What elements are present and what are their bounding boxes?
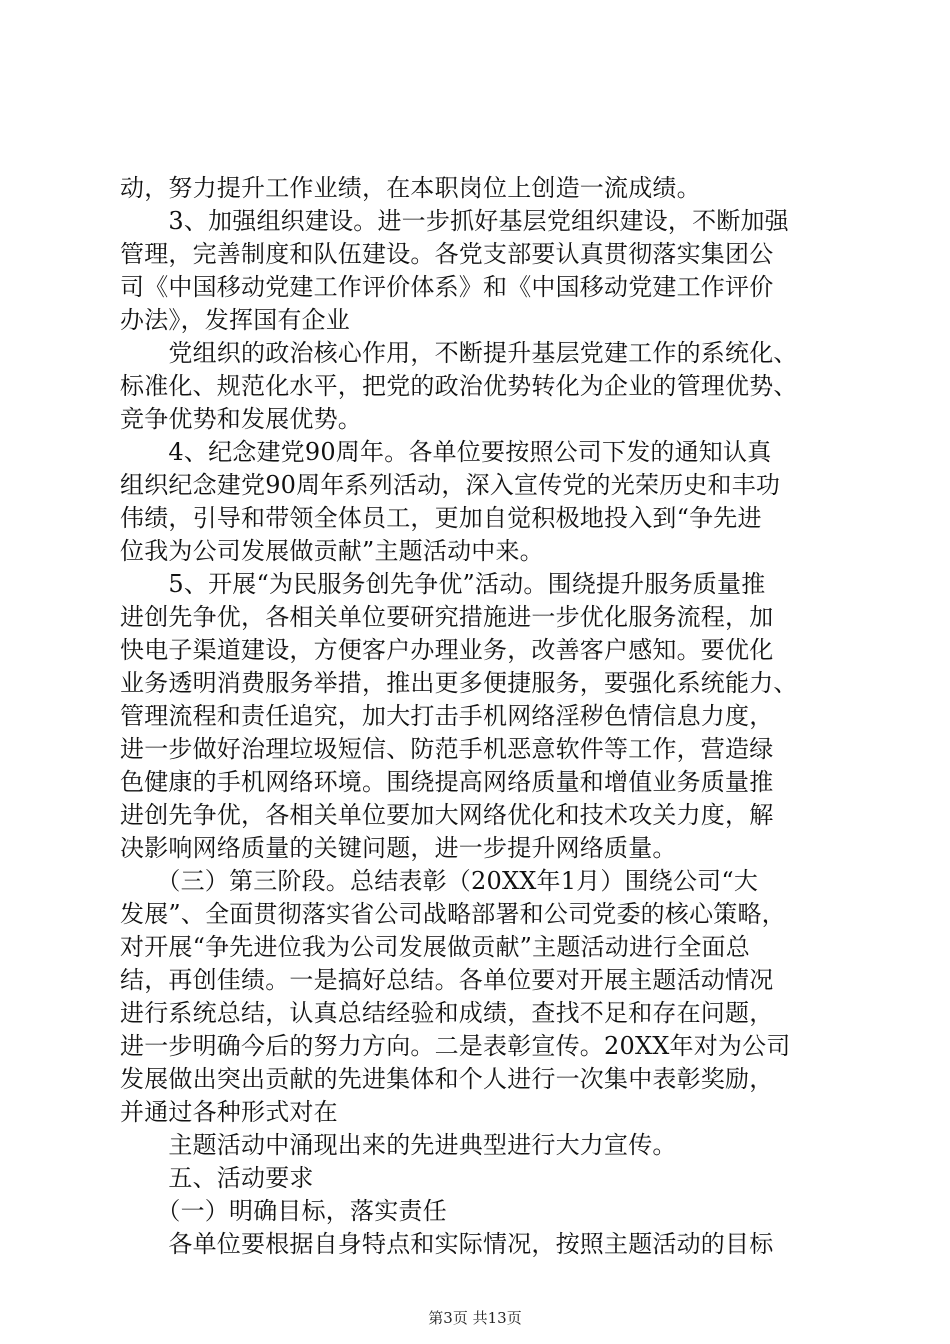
section-heading: 五、活动要求 bbox=[120, 1164, 314, 1192]
text-line: 发展”、全面贯彻落实省公司战略部署和公司党委的核心策略， bbox=[120, 900, 786, 928]
text-line: 发展做出突出贡献的先进集体和个人进行一次集中表彰奖励， bbox=[120, 1065, 774, 1093]
text-line: 主题活动中涌现出来的先进典型进行大力宣传。 bbox=[120, 1131, 677, 1159]
text-line: 进创先争优，各相关单位要研究措施进一步优化服务流程，加 bbox=[120, 603, 774, 631]
text-line: 办法》，发挥国有企业 bbox=[120, 306, 350, 334]
text-line: 动，努力提升工作业绩，在本职岗位上创造一流成绩。 bbox=[120, 174, 701, 202]
text-line: 进一步做好治理垃圾短信、防范手机恶意软件等工作，营造绿 bbox=[120, 735, 774, 763]
text-line: 色健康的手机网络环境。围绕提高网络质量和增值业务质量推 bbox=[120, 768, 774, 796]
text-line: 4、纪念建党90周年。各单位要按照公司下发的通知认真 bbox=[120, 438, 772, 466]
text-line: 并通过各种形式对在 bbox=[120, 1098, 338, 1126]
text-line: 司《中国移动党建工作评价体系》和《中国移动党建工作评价 bbox=[120, 273, 774, 301]
subsection-heading: （一）明确目标，落实责任 bbox=[120, 1197, 447, 1225]
text-line: 3、加强组织建设。进一步抓好基层党组织建设，不断加强 bbox=[120, 207, 789, 235]
text-line: 位我为公司发展做贡献”主题活动中来。 bbox=[120, 537, 544, 565]
text-line: 各单位要根据自身特点和实际情况，按照主题活动的目标 bbox=[120, 1230, 774, 1258]
page-number-footer: 第3页 共13页 bbox=[428, 1309, 522, 1327]
text-line: 结，再创佳绩。一是搞好总结。各单位要对开展主题活动情况 bbox=[120, 966, 774, 994]
text-line: （三）第三阶段。总结表彰（20XX年1月）围绕公司“大 bbox=[120, 867, 759, 895]
text-line: 党组织的政治核心作用，不断提升基层党建工作的系统化、 bbox=[120, 339, 798, 367]
text-line: 业务透明消费服务举措，推出更多便捷服务，要强化系统能力、 bbox=[120, 669, 798, 697]
text-line: 进创先争优，各相关单位要加大网络优化和技术攻关力度，解 bbox=[120, 801, 774, 829]
text-line: 组织纪念建党90周年系列活动，深入宣传党的光荣历史和丰功 bbox=[120, 471, 781, 499]
text-line: 伟绩，引导和带领全体员工，更加自觉积极地投入到“争先进 bbox=[120, 504, 762, 532]
text-line: 管理流程和责任追究，加大打击手机网络淫秽色情信息力度， bbox=[120, 702, 774, 730]
text-line: 快电子渠道建设，方便客户办理业务，改善客户感知。要优化 bbox=[120, 636, 774, 664]
text-line: 竞争优势和发展优势。 bbox=[120, 405, 362, 433]
text-line: 对开展“争先进位我为公司发展做贡献”主题活动进行全面总 bbox=[120, 933, 750, 961]
text-line: 进行系统总结，认真总结经验和成绩，查找不足和存在问题， bbox=[120, 999, 774, 1027]
text-line: 决影响网络质量的关键问题，进一步提升网络质量。 bbox=[120, 834, 677, 862]
text-line: 管理，完善制度和队伍建设。各党支部要认真贯彻落实集团公 bbox=[120, 240, 774, 268]
text-line: 标准化、规范化水平，把党的政治优势转化为企业的管理优势、 bbox=[120, 372, 798, 400]
text-line: 进一步明确今后的努力方向。二是表彰宣传。20XX年对为公司 bbox=[120, 1032, 791, 1060]
text-line: 5、开展“为民服务创先争优”活动。围绕提升服务质量推 bbox=[120, 570, 766, 598]
